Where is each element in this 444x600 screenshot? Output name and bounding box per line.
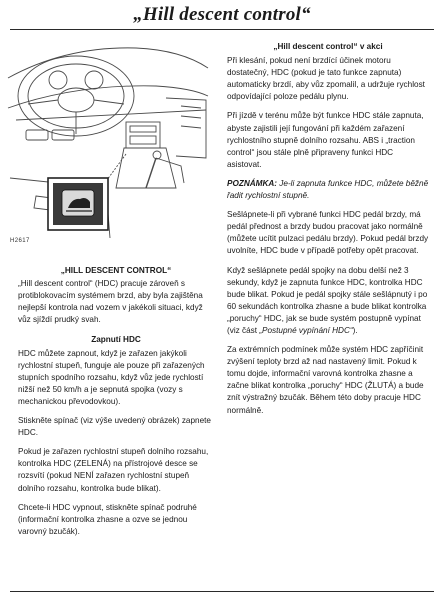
page-title: „Hill descent control“ (133, 4, 311, 25)
paragraph-disable: Chcete-li HDC vypnout, stiskněte spínač podruhé (informační kontrolka zhasne a ozve se jednou varovný bzučák). (18, 502, 197, 536)
figure-code: H2617 (10, 238, 30, 244)
intro-paragraph: „Hill descent control“ (HDC) pracuje zároveň s protiblokovacím systémem brzd, aby byla zajištěna nejlepší kontrola nad vozem v jakékoli situaci, když vůz sjíždí prudký svah. (18, 279, 203, 325)
subsection-heading: Zapnutí HDC (91, 335, 141, 345)
note-text: Je-li zapnuta funkce HDC, můžete běžně řadit rychlostní stupně. (227, 178, 429, 201)
title-rule (10, 29, 434, 30)
right-column (227, 41, 429, 417)
clutch-text-reference: „Postupné vypínání HDC“ (259, 325, 353, 335)
paragraph-indicator: Pokud je zařazen rychlostní stupeň dolního rozsahu, kontrolka HDC (ZELENÁ) na přístrojové desce se rozsvítí (pokud NENÍ zařazen rychlostní stupeň dolního rozsahu, kontrolka bude blikat). (18, 447, 209, 493)
paragraph-press-switch: Stiskněte spínač (viz výše uvedený obrázek) zapnete HDC. (18, 416, 211, 438)
dashboard-drawing (6, 38, 210, 252)
paragraph-enable: HDC můžete zapnout, když je zařazen jakýkoli rychlostní stupeň, funguje ale pouze při zařazených stupních spodního rozsahu, když vůz jede rychlostí nižší než 50 km/h a je sepnutá spojka (vozy s mechanickou převodovkou). (18, 348, 205, 406)
note-label: POZNÁMKA: (227, 178, 278, 188)
dashboard-illustration (6, 38, 210, 252)
paragraph-extreme-conditions: Za extrémních podmínek může systém HDC zapříčinit zvýšení teploty brzd až nad nastavený limit. Pokud k tomu dojde, informační varovná kontrolka zhasne a začne blikat kontrolka „poruchy“ HDC (ŽLUTÁ) a bude znít výstražný bzučák. Během této doby pracuje HDC normálně. (227, 345, 424, 415)
section-heading: „HILL DESCENT CONTROL“ (60, 266, 172, 275)
paragraph-offroad: Při jízdě v terénu může být funkce HDC stále zapnuta, abyste zajistili její fungování při každém zařazení rychlostního stupně dolního rozsahu. ABS i „traction control“ jsou stále plně připraveny funkci HDC asistovat. (227, 111, 424, 169)
paragraph-clutch-pedal (227, 265, 429, 338)
paragraph-descent: Při klesání, pokud není brzdící účinek motoru dostatečný, HDC (pokud je tato funkce zapnuta) automaticky brzdí, aby vůz zpomalil, a udržuje rychlost odpovídající poloze pedálu plynu. (227, 56, 425, 102)
section-heading-in-action: „Hill descent control“ v akci (273, 42, 383, 51)
clutch-text-a: Když sešlápnete pedál spojky na dobu delší než 3 sekundy, když je zapnuta funkce HDC, kontrolka HDC bude blikat. Pokud je pedál spojky stále sešlápnutý i po 60 sekundách kontrolka zhasne a bude blikat kontrolka „poruchy“ HDC, jak se bude systém postupně vypínat (viz část (227, 265, 428, 335)
footer-rule (10, 591, 434, 592)
note-paragraph (227, 178, 429, 202)
paragraph-brake-pedal: Sešlápnete-li při vybrané funkci HDC pedál brzdy, má pedál přednost a brzdy budou pracovat jako normálně (můžete ucítit pulzaci pedálu brzdy). Pokud pedál brzdy uvolníte, HDC bude v případě potřeby opět pracovat. (227, 210, 429, 256)
left-column (18, 262, 214, 538)
clutch-text-c: ). (352, 325, 358, 335)
